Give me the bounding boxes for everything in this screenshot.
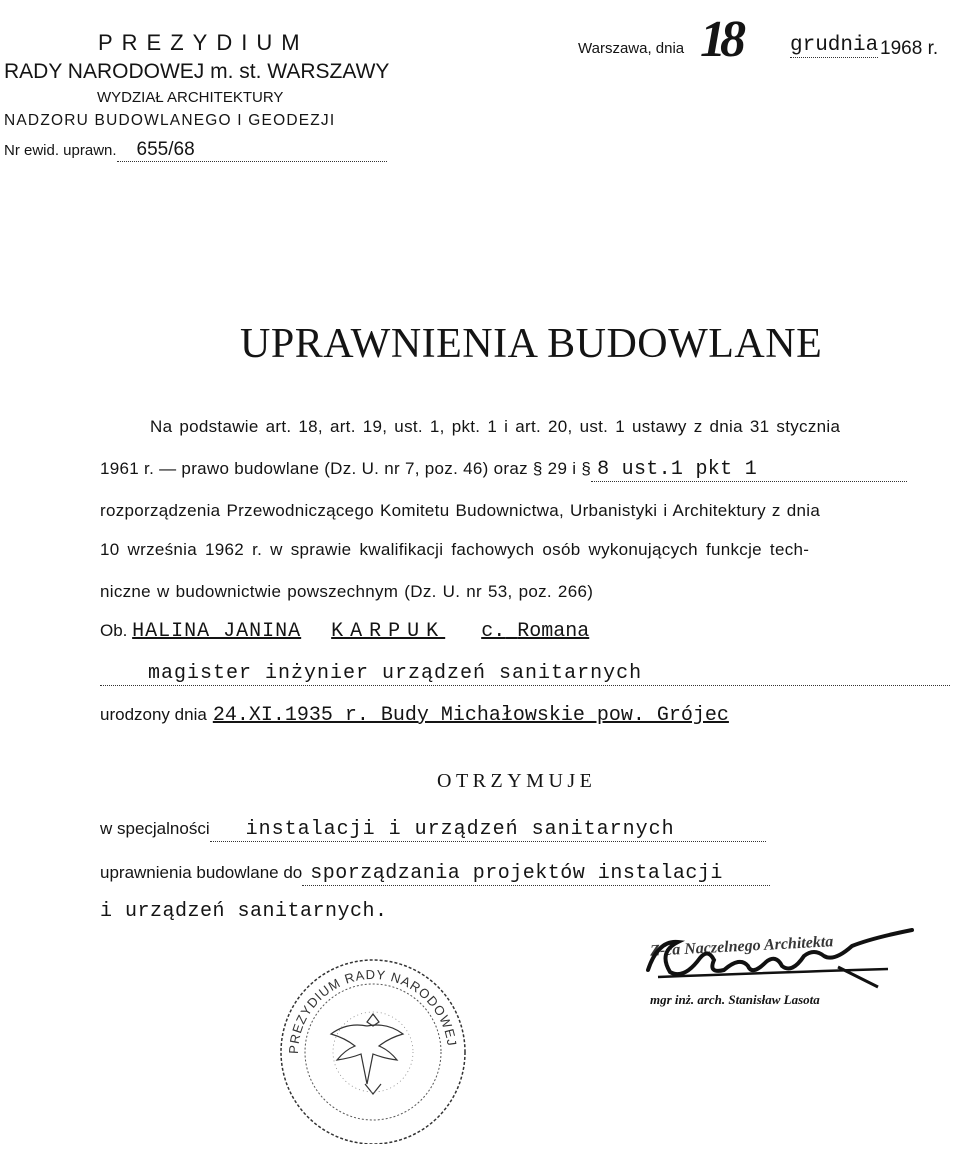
office-name-rada: RADY NARODOWEJ m. st. WARSZAWY [4, 60, 390, 83]
seal-graphic [268, 944, 478, 1144]
office-dept-architektury: WYDZIAŁ ARCHITEKTURY [97, 89, 284, 106]
document-title: UPRAWNIENIA BUDOWLANE [240, 321, 823, 367]
born-line [100, 704, 793, 727]
specialty-label: w specjalności [100, 819, 210, 838]
evid-label: Nr ewid. uprawn. [4, 142, 117, 159]
last-name: KARPUK [331, 620, 446, 643]
born-value: 24.XI.1935 r. Budy Michałowskie pow. Grójec [212, 704, 729, 727]
ob-label: Ob. [100, 621, 128, 640]
father-name [481, 620, 681, 643]
paragraf-value: 8 ust.1 pkt 1 [591, 458, 907, 482]
otrzymuje-heading: OTRZYMUJE [437, 770, 597, 792]
date-year-value: 1968 [880, 38, 923, 59]
permission-value: sporządzania projektów instalacji [302, 862, 770, 886]
date-day: 18 [700, 11, 740, 68]
official-seal [268, 944, 478, 1149]
specialty-value: instalacji i urządzeń sanitarnych [210, 818, 766, 842]
office-dept-nadzoru: NADZORU BUDOWLANEGO I GEODEZJI [4, 112, 336, 129]
svg-text:PREZYDIUM RADY NARODOWEJ m. st [268, 944, 460, 1054]
father-name-value: Romana [517, 620, 590, 643]
permission-line [100, 862, 770, 886]
evid-value: 655/68 [117, 139, 387, 162]
seal-text: PREZYDIUM RADY NARODOWEJ [285, 966, 460, 1055]
person-line [100, 620, 681, 643]
legal-line-5: niczne w budownictwie powszechnym (Dz. U. nr 53, poz. 266) [100, 582, 594, 601]
signature-name: mgr inż. arch. Stanisław Lasota [650, 992, 820, 1007]
specialty-line [100, 818, 766, 842]
date-suffix: r. [927, 38, 939, 59]
father-label: c. [481, 620, 506, 643]
permission-continuation: i urządzeń sanitarnych. [100, 900, 388, 923]
date-year [880, 38, 938, 60]
born-label: urodzony dnia [100, 705, 207, 724]
signature-stamp-title: Z-ca Naczelnego Architekta [649, 933, 834, 960]
degree: magister inżynier urządzeń sanitarnych [100, 662, 950, 686]
eagle-emblem-icon [331, 1014, 403, 1094]
office-name-prezydium: PREZYDIUM [98, 30, 309, 55]
first-names: HALINA JANINA [132, 620, 302, 643]
legal-line-2-prefix: 1961 r. — prawo budowlane (Dz. U. nr 7, poz. 46) oraz § 29 i § [100, 459, 592, 478]
legal-line-1: Na podstawie art. 18, art. 19, ust. 1, pkt. 1 i art. 20, ust. 1 ustawy z dnia 31 stycznia [150, 417, 841, 436]
legal-line-2 [100, 458, 907, 482]
handwritten-signature [638, 925, 958, 1000]
place-label: Warszawa, dnia [578, 40, 685, 57]
legal-line-4: 10 września 1962 r. w sprawie kwalifikacji fachowych osób wykonujących funkcje tech- [100, 540, 810, 559]
legal-line-3: rozporządzenia Przewodniczącego Komitetu Budownictwa, Urbanistyki i Architektury z dnia [100, 501, 821, 520]
permission-label: uprawnienia budowlane do [100, 863, 303, 882]
date-month: grudnia [790, 34, 879, 57]
signature-graphic [638, 925, 958, 995]
evid-number [4, 139, 387, 162]
